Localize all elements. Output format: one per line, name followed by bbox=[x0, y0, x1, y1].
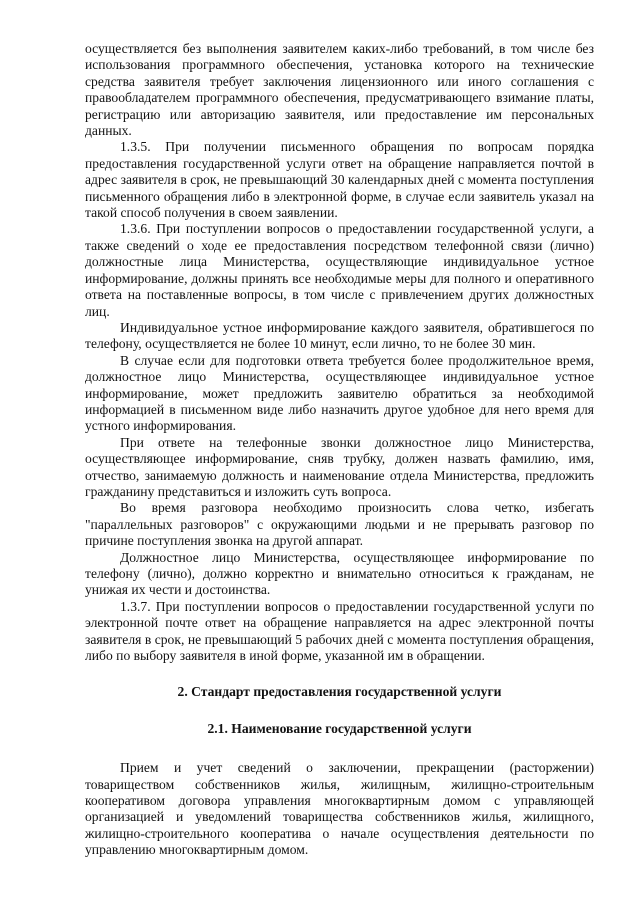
paragraph-1-3-6: 1.3.6. При поступлении вопросов о предоставлении государственной услуги, а также сведений о ходе ее предоставления посредством телефонной связи (лично) должностные лица Министерства, осуществляющие индивидуальное устное информирование, должны принять все необходимые меры для полного и оперативного ответа на поставленные вопросы, в том числе с привлечением других должностных лиц. bbox=[85, 221, 594, 319]
paragraph-phone-answer: При ответе на телефонные звонки должностное лицо Министерства, осуществляющее информирование, сняв трубку, должен назвать фамилию, имя, отчество, занимаемую должность и наименование отдела Министерства, предложить гражданину представиться и изложить суть вопроса. bbox=[85, 434, 594, 499]
paragraph-continuation: осуществляется без выполнения заявителем каких-либо требований, в том числе без использования программного обеспечения, установка которого на технические средства заявителя требует заключения лицензионного или иного соглашения с правообладателем программного обеспечения, предусматривающего взимание платы, регистрацию или авторизацию заявителя, или предоставление им персональных данных. bbox=[85, 41, 594, 139]
subsection-heading: 2.1. Наименование государственной услуги bbox=[207, 720, 472, 736]
paragraph-oral-info-duration: Индивидуальное устное информирование каждого заявителя, обратившегося по телефону, осуществляется не более 10 минут, если лично, то не более 30 мин. bbox=[85, 319, 594, 352]
paragraph-1-3-5: 1.3.5. При получении письменного обращения по вопросам порядка предоставления государственной услуги ответ на обращение направляется почтой в адрес заявителя в срок, не превышающий 30 календарных дней с момента поступления письменного обращения либо в электронной форме, в случае если заявитель указал на такой способ получения в своем заявлении. bbox=[85, 139, 594, 221]
paragraph-conversation-rules: Во время разговора необходимо произносить слова четко, избегать "параллельных разговоров" с окружающими людьми и не прерывать разговор по причине поступления звонка на другой аппарат. bbox=[85, 500, 594, 549]
paragraph-1-3-7: 1.3.7. При поступлении вопросов о предоставлении государственной услуги по электронной почте ответ на обращение направляется на адрес электронной почты заявителя в срок, не превышающий 5 рабочих дней с момента поступления обращения, либо по выбору заявителя в иной форме, указанной им в обращении. bbox=[85, 598, 594, 664]
document-page bbox=[85, 41, 594, 859]
paragraph-courtesy: Должностное лицо Министерства, осуществляющее информирование по телефону (лично), должно корректно и внимательно относиться к гражданам, не унижая их чести и достоинства. bbox=[85, 549, 594, 598]
service-name-paragraph: Прием и учет сведений о заключении, прекращении (расторжении) товариществом собственников жилья, жилищным, жилищно-строительным кооперативом договора управления многоквартирным домом с управляющей организацией и уведомлений товарищества собственников жилья, жилищного, жилищно-строительного кооператива о начале осуществления деятельности по управлению многоквартирным домом. bbox=[85, 760, 594, 858]
paragraph-longer-preparation: В случае если для подготовки ответа требуется более продолжительное время, должностное лицо Министерства, осуществляющее индивидуальное устное информирование, может предложить заявителю обратиться за необходимой информацией в письменном виде либо назначить другое удобное для него время для устного информирования. bbox=[85, 352, 594, 434]
section-heading: 2. Стандарт предоставления государственной услуги bbox=[177, 684, 502, 700]
